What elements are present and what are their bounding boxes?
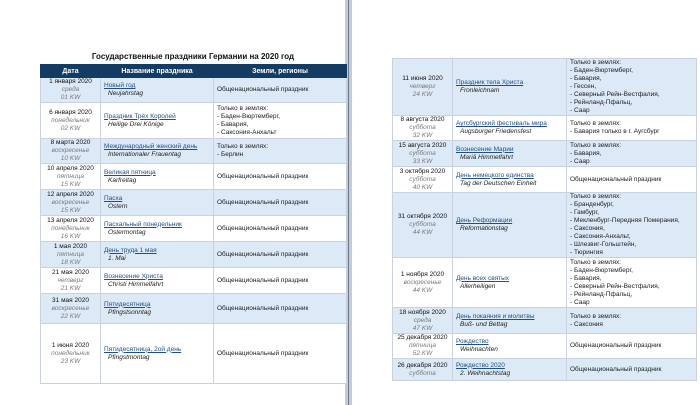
holiday-weekday: суббота (409, 221, 436, 228)
date-cell (41, 294, 101, 324)
holiday-name-german: Tag der Deutschen Einheit (460, 179, 537, 187)
holiday-week-number: 32 KW (412, 132, 433, 139)
name-cell (101, 103, 214, 139)
name-cell (453, 258, 567, 308)
holiday-week-number: 47 KW (412, 324, 433, 332)
region-item: - Шлезвиг-Гольштейн, (570, 241, 637, 248)
regions-cell (214, 242, 347, 268)
holiday-week-number: 02 KW (60, 124, 81, 132)
holiday-week-number: 24 KW (412, 91, 433, 98)
holiday-name-german: Pfingstsonntag (108, 308, 152, 316)
name-cell (101, 164, 214, 190)
table-row (393, 167, 697, 193)
region-item: - Гамбург, (570, 209, 599, 216)
table-row (41, 190, 347, 216)
holiday-name-german: Reformationstag (460, 225, 508, 232)
table-row (41, 268, 347, 294)
holiday-weekday: воскресенье (51, 304, 90, 312)
holiday-date: 1 июня 2020 (51, 341, 90, 349)
holiday-weekday: пятница (56, 172, 85, 180)
name-cell (101, 190, 214, 216)
date-cell (393, 193, 453, 258)
holiday-weekday: суббота (409, 175, 436, 183)
name-cell (453, 116, 567, 141)
header-regions: Земли, регионы (214, 65, 347, 78)
holiday-name-german: Buß- und Bettag (460, 320, 508, 328)
region-item: - Гессен, (570, 83, 597, 90)
holiday-week-number: 40 KW (412, 183, 433, 191)
holiday-weekday: суббота (409, 369, 436, 377)
holiday-regions: Только в землях: (570, 312, 622, 320)
holiday-date: 10 апреля 2020 (47, 164, 94, 172)
regions-cell (567, 141, 697, 167)
table-row (41, 139, 347, 164)
holiday-week-number: 22 KW (60, 312, 81, 320)
holiday-regions: Общенациональный праздник (570, 342, 662, 349)
holiday-weekday: пятница (56, 250, 85, 258)
holiday-name-link[interactable]: Вознесение Марии (456, 145, 514, 153)
name-cell (101, 324, 214, 384)
holiday-regions: Общенациональный праздник (217, 86, 309, 93)
holiday-name-german: Neujahrstag (108, 90, 144, 97)
holiday-week-number: 23 KW (60, 357, 81, 365)
regions-cell (567, 116, 697, 141)
holiday-date: 1 января 2020 (49, 78, 92, 85)
name-cell (101, 78, 214, 103)
date-cell (41, 242, 101, 268)
holiday-weekday: воскресенье (51, 147, 90, 154)
holiday-week-number: 01 KW (60, 94, 81, 101)
holiday-name-german: Mariä Himmelfahrt (460, 153, 514, 161)
region-item: - Баден-Вюртемберг, (570, 67, 633, 74)
date-cell (41, 190, 101, 216)
regions-cell (567, 167, 697, 193)
regions-cell (567, 258, 697, 308)
name-cell (453, 59, 567, 116)
holiday-table-right (392, 58, 697, 381)
region-item: - Тюрингия (570, 249, 603, 256)
holiday-name-link[interactable]: Пятидесятница (104, 300, 151, 308)
name-cell (101, 268, 214, 294)
holiday-week-number: 16 KW (60, 232, 81, 240)
holiday-regions: Общенациональный праздник (217, 224, 309, 232)
date-cell (393, 141, 453, 167)
holiday-week-number: 10 KW (60, 155, 81, 162)
date-cell (41, 78, 101, 103)
date-cell (393, 359, 453, 381)
table-row (393, 141, 697, 167)
holiday-weekday: воскресенье (403, 278, 442, 286)
holiday-name-link[interactable]: День покаяния и молитвы (456, 312, 535, 320)
name-cell (453, 334, 567, 359)
holiday-date: 8 августа 2020 (400, 116, 445, 123)
table-row (393, 59, 697, 116)
table-row (41, 294, 347, 324)
holiday-regions: Только в землях: (570, 141, 622, 149)
region-item: - Бавария, (217, 120, 249, 128)
name-cell (101, 242, 214, 268)
holiday-date: 1 мая 2020 (53, 242, 88, 250)
region-item: - Саар (570, 298, 590, 306)
header-name: Название праздника (101, 65, 214, 78)
name-cell (453, 359, 567, 381)
holiday-name-german: Karfreitag (108, 176, 137, 184)
holiday-name-link[interactable]: Пятидесятница, 2ой день (104, 345, 182, 353)
name-cell (101, 139, 214, 164)
holiday-date: 31 мая 2020 (52, 296, 89, 304)
holiday-regions: Общенациональный праздник (570, 175, 662, 183)
holiday-name-link[interactable]: Рождество (456, 338, 489, 345)
holiday-week-number: 52 KW (412, 350, 433, 357)
date-cell (393, 59, 453, 116)
holiday-name-german: Augsburger Friedensfest (460, 128, 532, 135)
holiday-name-link[interactable]: День всех святых (456, 274, 510, 282)
holiday-name-link[interactable]: Пасха (104, 194, 123, 202)
holiday-name-link[interactable]: Новый год (104, 82, 136, 89)
region-item: - Северный Рейн-Вестфалия, (570, 91, 660, 98)
holiday-regions: Общенациональный праздник (217, 172, 309, 180)
holiday-name-german: Christi Himmelfahrt (108, 280, 164, 288)
regions-cell (214, 78, 347, 103)
holiday-week-number: 15 KW (60, 206, 81, 214)
region-item: - Саксония-Анхальт, (570, 233, 631, 240)
holiday-regions: Только в землях: (570, 120, 622, 127)
region-item: - Баден-Вюртемберг, (570, 266, 633, 274)
region-item: - Саксония-Анхальт (217, 128, 277, 136)
holiday-week-number: 44 KW (412, 229, 433, 236)
holiday-date: 31 октября 2020 (397, 213, 448, 220)
holiday-date: 8 марта 2020 (50, 139, 91, 146)
holiday-name-link[interactable]: Праздник тела Христа (456, 79, 524, 86)
holiday-weekday: суббота (409, 149, 436, 157)
region-item: - Баден-Вюртемберг, (217, 112, 280, 120)
region-item: - Саксония, (570, 225, 605, 232)
region-item: - Саар (570, 157, 590, 165)
table-row (41, 78, 347, 103)
holiday-weekday: понедельник (51, 116, 90, 124)
region-item: - Бавария, (570, 274, 602, 282)
holiday-date: 13 апреля 2020 (47, 216, 94, 224)
holiday-regions: Общенациональный праздник (217, 349, 309, 357)
holiday-date: 11 июня 2020 (402, 75, 443, 82)
page-title: Государственные праздники Германии на 2020 год (91, 52, 295, 61)
holiday-regions: Общенациональный праздник (217, 304, 309, 312)
region-item: - Рейнланд-Пфальц, (570, 290, 633, 298)
holiday-date: 18 ноября 2020 (399, 308, 446, 316)
holiday-name-link[interactable]: Рождество 2020 (456, 361, 505, 369)
holiday-regions: Общенациональный праздник (217, 198, 309, 206)
holiday-name-link[interactable]: Пасхальный понедельник (104, 220, 182, 228)
table-row (41, 242, 347, 268)
table-row (393, 308, 697, 334)
holiday-regions: Только в землях: (570, 193, 622, 200)
holiday-name-link[interactable]: Международный женский день (104, 143, 198, 150)
regions-cell (214, 268, 347, 294)
regions-cell (214, 216, 347, 242)
holiday-name-link[interactable]: Аугсбургский фестиваль мира (456, 120, 547, 127)
holiday-regions: Только в землях: (570, 59, 622, 66)
holiday-name-link[interactable]: День труда 1 мая (104, 246, 157, 254)
holiday-week-number: 33 KW (412, 157, 433, 165)
name-cell (453, 167, 567, 193)
date-cell (41, 139, 101, 164)
table-row (41, 324, 347, 384)
regions-cell (214, 103, 347, 139)
date-cell (41, 103, 101, 139)
holiday-date: 6 января 2020 (49, 108, 92, 116)
region-item: - Бавария только в г. Аугсбург (570, 128, 660, 135)
name-cell (453, 308, 567, 334)
holiday-weekday: четверг (57, 276, 84, 284)
holiday-name-german: Ostern (108, 202, 128, 210)
regions-cell (567, 59, 697, 116)
regions-cell (214, 324, 347, 384)
holiday-name-german: Allerheiligen (460, 282, 496, 290)
holiday-week-number: 15 KW (60, 180, 81, 188)
holiday-name-link[interactable]: Великая пятница (104, 168, 156, 176)
date-cell (41, 216, 101, 242)
holiday-date: 25 декабря 2020 (397, 334, 448, 341)
holiday-date: 1 ноября 2020 (400, 270, 445, 278)
region-item: - Рейнланд-Пфальц, (570, 99, 633, 106)
date-cell (393, 334, 453, 359)
holiday-weekday: пятница (408, 342, 437, 349)
region-item: - Мекленбург-Передняя Померания, (570, 217, 680, 224)
holiday-regions: Общенациональный праздник (570, 365, 662, 373)
holiday-weekday: четверг (409, 83, 436, 90)
region-item: - Берлин (217, 151, 244, 158)
holiday-name-german: Internationaler Frauentag (108, 151, 181, 158)
holiday-weekday: суббота (409, 124, 436, 131)
holiday-week-number: 21 KW (60, 284, 81, 292)
holiday-table-left (40, 64, 347, 384)
holiday-name-link[interactable]: Вознесение Христа (104, 272, 163, 280)
regions-cell (567, 308, 697, 334)
holiday-regions: Только в землях: (217, 104, 269, 112)
regions-cell (214, 139, 347, 164)
holiday-weekday: среда (61, 86, 80, 93)
holiday-week-number: 18 KW (60, 258, 81, 266)
holiday-regions: Общенациональный праздник (217, 250, 309, 258)
table-row (393, 258, 697, 308)
table-row (41, 103, 347, 139)
holiday-weekday: среда (413, 316, 432, 324)
holiday-weekday: понедельник (51, 349, 90, 357)
holiday-name-german: 2. Weihnachtstag (460, 369, 511, 377)
holiday-week-number: 44 KW (412, 286, 433, 294)
date-cell (41, 164, 101, 190)
header-date: Дата (41, 65, 101, 78)
table-row (393, 193, 697, 258)
regions-cell (567, 359, 697, 381)
regions-cell (567, 334, 697, 359)
name-cell (101, 216, 214, 242)
region-item: - Бавария, (570, 149, 602, 157)
name-cell (453, 141, 567, 167)
holiday-regions: Только в землях: (570, 258, 622, 266)
holiday-name-german: Ostermontag (108, 228, 146, 236)
regions-cell (567, 193, 697, 258)
holiday-name-german: Pfingstmontag (108, 353, 150, 361)
holiday-weekday: воскресенье (51, 198, 90, 206)
holiday-name-german: 1. Mai (108, 254, 126, 262)
region-item: - Саар (570, 107, 590, 114)
name-cell (101, 294, 214, 324)
regions-cell (214, 294, 347, 324)
date-cell (41, 268, 101, 294)
holiday-date: 21 мая 2020 (52, 268, 89, 276)
region-item: - Бранденбург, (570, 201, 614, 208)
table-header-row (41, 65, 347, 78)
holiday-name-german: Fronleichnam (460, 87, 500, 94)
holiday-name-link[interactable]: День Реформации (456, 217, 513, 224)
regions-cell (214, 164, 347, 190)
region-item: - Северный Рейн-Вестфалия, (570, 282, 660, 290)
date-cell (393, 167, 453, 193)
date-cell (393, 116, 453, 141)
holiday-date: 26 декабря 2020 (397, 361, 448, 369)
date-cell (41, 324, 101, 384)
holiday-regions: Только в землях: (217, 143, 269, 150)
holiday-name-german: Weihnachten (460, 346, 498, 353)
table-row (41, 216, 347, 242)
holiday-date: 3 октября 2020 (399, 167, 446, 175)
table-row (393, 116, 697, 141)
table-row (393, 334, 697, 359)
region-item: - Саксония (570, 320, 603, 328)
name-cell (453, 193, 567, 258)
holiday-name-link[interactable]: Праздник Трёх Королей (104, 112, 176, 120)
table-row (393, 359, 697, 381)
holiday-regions: Общенациональный праздник (217, 276, 309, 284)
holiday-date: 12 апреля 2020 (47, 190, 94, 198)
region-item: - Бавария, (570, 75, 602, 82)
holiday-name-link[interactable]: День немецкого единства (456, 171, 534, 179)
holiday-date: 15 августа 2020 (398, 141, 447, 149)
date-cell (393, 308, 453, 334)
regions-cell (214, 190, 347, 216)
date-cell (393, 258, 453, 308)
holiday-weekday: понедельник (51, 224, 90, 232)
table-row (41, 164, 347, 190)
holiday-name-german: Heilige Drei Könige (108, 120, 164, 128)
